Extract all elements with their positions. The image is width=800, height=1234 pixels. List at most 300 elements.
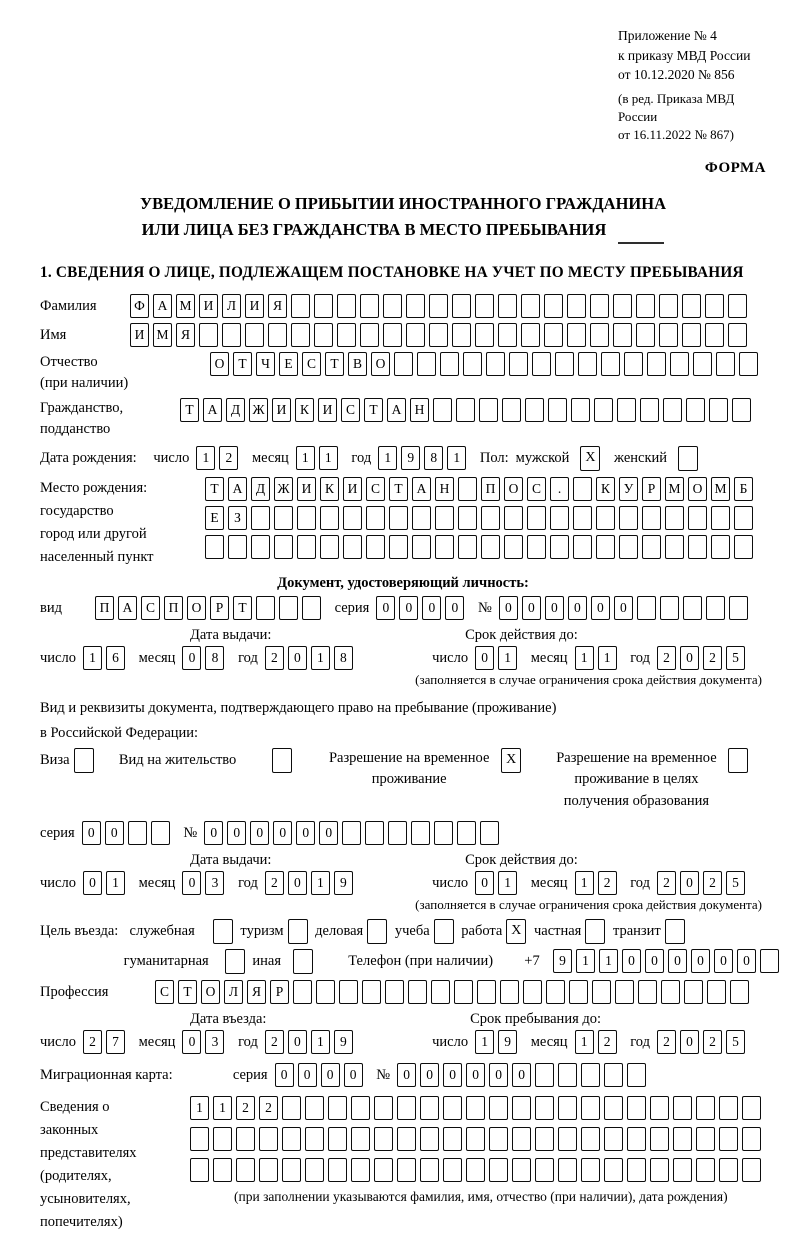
char-cell[interactable] [596,506,615,530]
char-cell[interactable] [604,1158,623,1182]
char-cell[interactable] [558,1096,577,1120]
char-cell[interactable]: 1 [311,871,330,895]
char-cell[interactable] [374,1096,393,1120]
char-cell[interactable]: 0 [475,646,494,670]
char-cell[interactable]: Б [734,477,753,501]
char-cell[interactable]: Я [176,323,195,347]
char-cell[interactable]: 0 [545,596,564,620]
char-cell[interactable] [719,1127,738,1151]
char-cell[interactable] [479,398,498,422]
char-cell[interactable] [604,1096,623,1120]
char-cell[interactable] [213,1127,232,1151]
char-cell[interactable] [297,506,316,530]
char-cell[interactable] [527,535,546,559]
char-cell[interactable] [293,980,312,1004]
char-cell[interactable] [498,323,517,347]
char-cell[interactable] [502,398,521,422]
char-cell[interactable] [581,1127,600,1151]
char-cell[interactable] [581,1096,600,1120]
char-cell[interactable] [431,980,450,1004]
char-cell[interactable] [291,323,310,347]
char-cell[interactable] [729,596,748,620]
char-cell[interactable]: К [596,477,615,501]
char-cell[interactable]: 3 [205,871,224,895]
char-cell[interactable] [673,1158,692,1182]
char-cell[interactable] [550,506,569,530]
char-cell[interactable]: О [371,352,390,376]
sex-male-checkbox[interactable]: X [580,446,600,471]
char-cell[interactable] [443,1096,462,1120]
char-cell[interactable] [573,477,592,501]
char-cell[interactable] [443,1127,462,1151]
char-cell[interactable]: 2 [598,871,617,895]
char-cell[interactable]: 1 [475,1030,494,1054]
char-cell[interactable] [236,1127,255,1151]
char-cell[interactable] [489,1158,508,1182]
char-cell[interactable] [705,294,724,318]
char-cell[interactable]: 5 [726,646,745,670]
char-cell[interactable]: П [164,596,183,620]
char-cell[interactable] [682,294,701,318]
char-cell[interactable] [406,323,425,347]
char-cell[interactable]: 7 [106,1030,125,1054]
char-cell[interactable] [408,980,427,1004]
char-cell[interactable]: 8 [424,446,443,470]
char-cell[interactable]: Т [233,596,252,620]
char-cell[interactable] [619,506,638,530]
char-cell[interactable] [374,1158,393,1182]
char-cell[interactable]: 1 [599,949,618,973]
purpose-sluzhebnaya-checkbox[interactable] [213,919,233,944]
char-cell[interactable]: 0 [288,1030,307,1054]
char-cell[interactable]: 2 [598,1030,617,1054]
char-cell[interactable] [383,323,402,347]
char-cell[interactable]: Ф [130,294,149,318]
char-cell[interactable]: 9 [553,949,572,973]
char-cell[interactable]: 2 [657,646,676,670]
char-cell[interactable]: 1 [296,446,315,470]
purpose-ucheba-checkbox[interactable] [434,919,454,944]
char-cell[interactable] [457,821,476,845]
char-cell[interactable]: Р [270,980,289,1004]
char-cell[interactable]: 2 [265,646,284,670]
char-cell[interactable] [279,596,298,620]
char-cell[interactable] [682,323,701,347]
char-cell[interactable]: И [297,477,316,501]
char-cell[interactable]: А [412,477,431,501]
char-cell[interactable] [688,506,707,530]
char-cell[interactable] [420,1158,439,1182]
char-cell[interactable] [504,506,523,530]
char-cell[interactable] [328,1158,347,1182]
char-cell[interactable] [716,352,735,376]
char-cell[interactable]: 2 [83,1030,102,1054]
char-cell[interactable]: О [187,596,206,620]
char-cell[interactable]: 1 [213,1096,232,1120]
char-cell[interactable]: Е [205,506,224,530]
char-cell[interactable]: 2 [265,1030,284,1054]
char-cell[interactable] [251,506,270,530]
char-cell[interactable]: Д [251,477,270,501]
char-cell[interactable] [696,1158,715,1182]
char-cell[interactable]: 5 [726,871,745,895]
char-cell[interactable] [660,596,679,620]
char-cell[interactable] [328,1096,347,1120]
char-cell[interactable] [535,1096,554,1120]
char-cell[interactable] [366,506,385,530]
char-cell[interactable] [452,294,471,318]
char-cell[interactable] [466,1158,485,1182]
char-cell[interactable]: Р [210,596,229,620]
char-cell[interactable] [706,596,725,620]
char-cell[interactable] [760,949,779,973]
char-cell[interactable] [661,980,680,1004]
char-cell[interactable]: 2 [703,1030,722,1054]
char-cell[interactable]: 0 [499,596,518,620]
char-cell[interactable] [640,398,659,422]
char-cell[interactable] [535,1158,554,1182]
char-cell[interactable] [365,821,384,845]
char-cell[interactable]: 0 [622,949,641,973]
char-cell[interactable]: 0 [568,596,587,620]
char-cell[interactable] [397,1127,416,1151]
char-cell[interactable]: 0 [680,646,699,670]
char-cell[interactable]: С [141,596,160,620]
char-cell[interactable] [571,398,590,422]
char-cell[interactable]: 1 [311,646,330,670]
char-cell[interactable]: 0 [668,949,687,973]
char-cell[interactable] [343,506,362,530]
char-cell[interactable]: 2 [259,1096,278,1120]
char-cell[interactable] [673,1096,692,1120]
char-cell[interactable] [389,535,408,559]
char-cell[interactable] [512,1127,531,1151]
char-cell[interactable] [463,352,482,376]
char-cell[interactable] [411,821,430,845]
char-cell[interactable]: А [387,398,406,422]
char-cell[interactable]: 0 [466,1063,485,1087]
char-cell[interactable] [420,1096,439,1120]
char-cell[interactable] [627,1158,646,1182]
char-cell[interactable] [417,352,436,376]
char-cell[interactable] [389,506,408,530]
char-cell[interactable]: 0 [288,871,307,895]
char-cell[interactable]: 5 [726,1030,745,1054]
char-cell[interactable] [274,506,293,530]
char-cell[interactable] [282,1158,301,1182]
char-cell[interactable] [456,398,475,422]
char-cell[interactable]: Я [247,980,266,1004]
char-cell[interactable] [581,1158,600,1182]
char-cell[interactable]: 0 [445,596,464,620]
char-cell[interactable] [711,535,730,559]
char-cell[interactable] [343,535,362,559]
purpose-chastnaya-checkbox[interactable] [585,919,605,944]
char-cell[interactable]: 2 [265,871,284,895]
char-cell[interactable]: 2 [657,1030,676,1054]
char-cell[interactable] [282,1096,301,1120]
char-cell[interactable]: А [228,477,247,501]
char-cell[interactable] [546,980,565,1004]
char-cell[interactable]: 0 [614,596,633,620]
char-cell[interactable] [659,323,678,347]
temp-residence-checkbox[interactable]: X [501,748,521,773]
char-cell[interactable] [670,352,689,376]
purpose-delovaya-checkbox[interactable] [367,919,387,944]
char-cell[interactable]: 0 [275,1063,294,1087]
char-cell[interactable] [527,506,546,530]
char-cell[interactable] [454,980,473,1004]
char-cell[interactable] [569,980,588,1004]
char-cell[interactable]: Т [178,980,197,1004]
purpose-gumanitarnaya-checkbox[interactable] [225,949,245,974]
char-cell[interactable] [466,1127,485,1151]
char-cell[interactable]: 1 [575,646,594,670]
char-cell[interactable]: 1 [190,1096,209,1120]
char-cell[interactable]: 2 [657,871,676,895]
char-cell[interactable] [412,535,431,559]
char-cell[interactable] [314,294,333,318]
char-cell[interactable]: П [481,477,500,501]
char-cell[interactable] [282,1127,301,1151]
char-cell[interactable] [523,980,542,1004]
char-cell[interactable] [383,294,402,318]
char-cell[interactable]: У [619,477,638,501]
char-cell[interactable]: 0 [319,821,338,845]
char-cell[interactable] [213,1158,232,1182]
char-cell[interactable] [481,535,500,559]
char-cell[interactable] [683,596,702,620]
char-cell[interactable]: 9 [334,871,353,895]
char-cell[interactable]: 0 [82,821,101,845]
char-cell[interactable] [228,535,247,559]
char-cell[interactable]: 0 [737,949,756,973]
char-cell[interactable]: 1 [576,949,595,973]
char-cell[interactable]: К [320,477,339,501]
purpose-turizm-checkbox[interactable] [288,919,308,944]
char-cell[interactable] [693,352,712,376]
char-cell[interactable] [205,535,224,559]
char-cell[interactable] [707,980,726,1004]
char-cell[interactable]: 9 [334,1030,353,1054]
char-cell[interactable]: С [527,477,546,501]
char-cell[interactable]: М [711,477,730,501]
char-cell[interactable]: 9 [498,1030,517,1054]
char-cell[interactable] [709,398,728,422]
char-cell[interactable] [362,980,381,1004]
char-cell[interactable] [719,1096,738,1120]
char-cell[interactable] [604,1127,623,1151]
char-cell[interactable]: 3 [205,1030,224,1054]
char-cell[interactable]: И [272,398,291,422]
char-cell[interactable] [627,1127,646,1151]
char-cell[interactable]: 0 [83,871,102,895]
char-cell[interactable] [684,980,703,1004]
char-cell[interactable] [705,323,724,347]
char-cell[interactable] [663,398,682,422]
char-cell[interactable] [613,294,632,318]
char-cell[interactable] [512,1096,531,1120]
char-cell[interactable] [435,535,454,559]
char-cell[interactable] [742,1127,761,1151]
char-cell[interactable]: Т [233,352,252,376]
char-cell[interactable]: 0 [204,821,223,845]
char-cell[interactable] [711,506,730,530]
char-cell[interactable]: Т [180,398,199,422]
char-cell[interactable] [480,821,499,845]
char-cell[interactable]: 0 [422,596,441,620]
char-cell[interactable] [500,980,519,1004]
residence-permit-checkbox[interactable] [272,748,292,773]
char-cell[interactable]: З [228,506,247,530]
char-cell[interactable]: 0 [273,821,292,845]
char-cell[interactable] [388,821,407,845]
char-cell[interactable]: М [176,294,195,318]
char-cell[interactable] [624,352,643,376]
char-cell[interactable] [397,1158,416,1182]
char-cell[interactable]: 6 [106,646,125,670]
char-cell[interactable] [567,323,586,347]
char-cell[interactable] [590,323,609,347]
char-cell[interactable] [719,1158,738,1182]
char-cell[interactable] [475,294,494,318]
char-cell[interactable] [236,1158,255,1182]
char-cell[interactable] [498,294,517,318]
char-cell[interactable] [305,1158,324,1182]
char-cell[interactable] [458,477,477,501]
char-cell[interactable]: Л [222,294,241,318]
char-cell[interactable] [397,1096,416,1120]
char-cell[interactable] [650,1158,669,1182]
char-cell[interactable] [351,1127,370,1151]
char-cell[interactable] [128,821,147,845]
char-cell[interactable]: К [295,398,314,422]
char-cell[interactable]: 1 [311,1030,330,1054]
char-cell[interactable] [601,352,620,376]
char-cell[interactable]: 0 [645,949,664,973]
char-cell[interactable]: С [302,352,321,376]
char-cell[interactable] [673,1127,692,1151]
char-cell[interactable] [337,323,356,347]
char-cell[interactable] [366,535,385,559]
char-cell[interactable]: 0 [680,1030,699,1054]
char-cell[interactable]: 0 [298,1063,317,1087]
char-cell[interactable]: И [245,294,264,318]
char-cell[interactable] [302,596,321,620]
char-cell[interactable]: Н [435,477,454,501]
char-cell[interactable] [642,506,661,530]
char-cell[interactable]: Ж [249,398,268,422]
char-cell[interactable] [590,294,609,318]
char-cell[interactable]: 2 [703,646,722,670]
char-cell[interactable] [636,294,655,318]
char-cell[interactable] [351,1158,370,1182]
char-cell[interactable] [617,398,636,422]
char-cell[interactable]: Я [268,294,287,318]
char-cell[interactable] [555,352,574,376]
char-cell[interactable] [339,980,358,1004]
char-cell[interactable] [558,1158,577,1182]
char-cell[interactable] [665,535,684,559]
char-cell[interactable] [509,352,528,376]
visa-checkbox[interactable] [74,748,94,773]
char-cell[interactable]: 0 [376,596,395,620]
char-cell[interactable] [592,980,611,1004]
char-cell[interactable]: И [130,323,149,347]
char-cell[interactable]: Р [642,477,661,501]
char-cell[interactable] [412,506,431,530]
char-cell[interactable]: 2 [236,1096,255,1120]
char-cell[interactable] [728,294,747,318]
char-cell[interactable]: 2 [219,446,238,470]
char-cell[interactable]: 0 [105,821,124,845]
char-cell[interactable] [256,596,275,620]
char-cell[interactable]: П [95,596,114,620]
char-cell[interactable]: О [201,980,220,1004]
char-cell[interactable] [696,1096,715,1120]
char-cell[interactable] [434,821,453,845]
char-cell[interactable]: Т [364,398,383,422]
char-cell[interactable] [594,398,613,422]
char-cell[interactable]: 1 [378,446,397,470]
char-cell[interactable]: 0 [182,1030,201,1054]
char-cell[interactable] [573,506,592,530]
char-cell[interactable] [406,294,425,318]
sex-female-checkbox[interactable] [678,446,698,471]
temp-residence-education-checkbox[interactable] [728,748,748,773]
char-cell[interactable] [613,323,632,347]
char-cell[interactable] [732,398,751,422]
char-cell[interactable]: 0 [397,1063,416,1087]
char-cell[interactable]: 0 [344,1063,363,1087]
char-cell[interactable] [151,821,170,845]
char-cell[interactable] [535,1127,554,1151]
char-cell[interactable]: 8 [205,646,224,670]
char-cell[interactable] [596,535,615,559]
char-cell[interactable]: Ж [274,477,293,501]
char-cell[interactable] [650,1127,669,1151]
char-cell[interactable]: М [153,323,172,347]
char-cell[interactable]: 1 [598,646,617,670]
char-cell[interactable]: О [210,352,229,376]
char-cell[interactable]: А [118,596,137,620]
char-cell[interactable] [314,323,333,347]
char-cell[interactable]: 9 [401,446,420,470]
char-cell[interactable]: 1 [498,871,517,895]
char-cell[interactable]: Т [205,477,224,501]
char-cell[interactable]: И [343,477,362,501]
char-cell[interactable] [420,1127,439,1151]
purpose-inaya-checkbox[interactable] [293,949,313,974]
char-cell[interactable] [452,323,471,347]
char-cell[interactable]: 8 [334,646,353,670]
char-cell[interactable]: 0 [522,596,541,620]
char-cell[interactable] [558,1127,577,1151]
char-cell[interactable] [274,535,293,559]
char-cell[interactable]: 0 [420,1063,439,1087]
char-cell[interactable] [268,323,287,347]
char-cell[interactable] [604,1063,623,1087]
char-cell[interactable]: 0 [714,949,733,973]
char-cell[interactable]: 0 [591,596,610,620]
char-cell[interactable] [734,506,753,530]
char-cell[interactable] [739,352,758,376]
char-cell[interactable]: Т [325,352,344,376]
char-cell[interactable] [489,1127,508,1151]
char-cell[interactable]: С [155,980,174,1004]
char-cell[interactable] [525,398,544,422]
char-cell[interactable]: И [199,294,218,318]
